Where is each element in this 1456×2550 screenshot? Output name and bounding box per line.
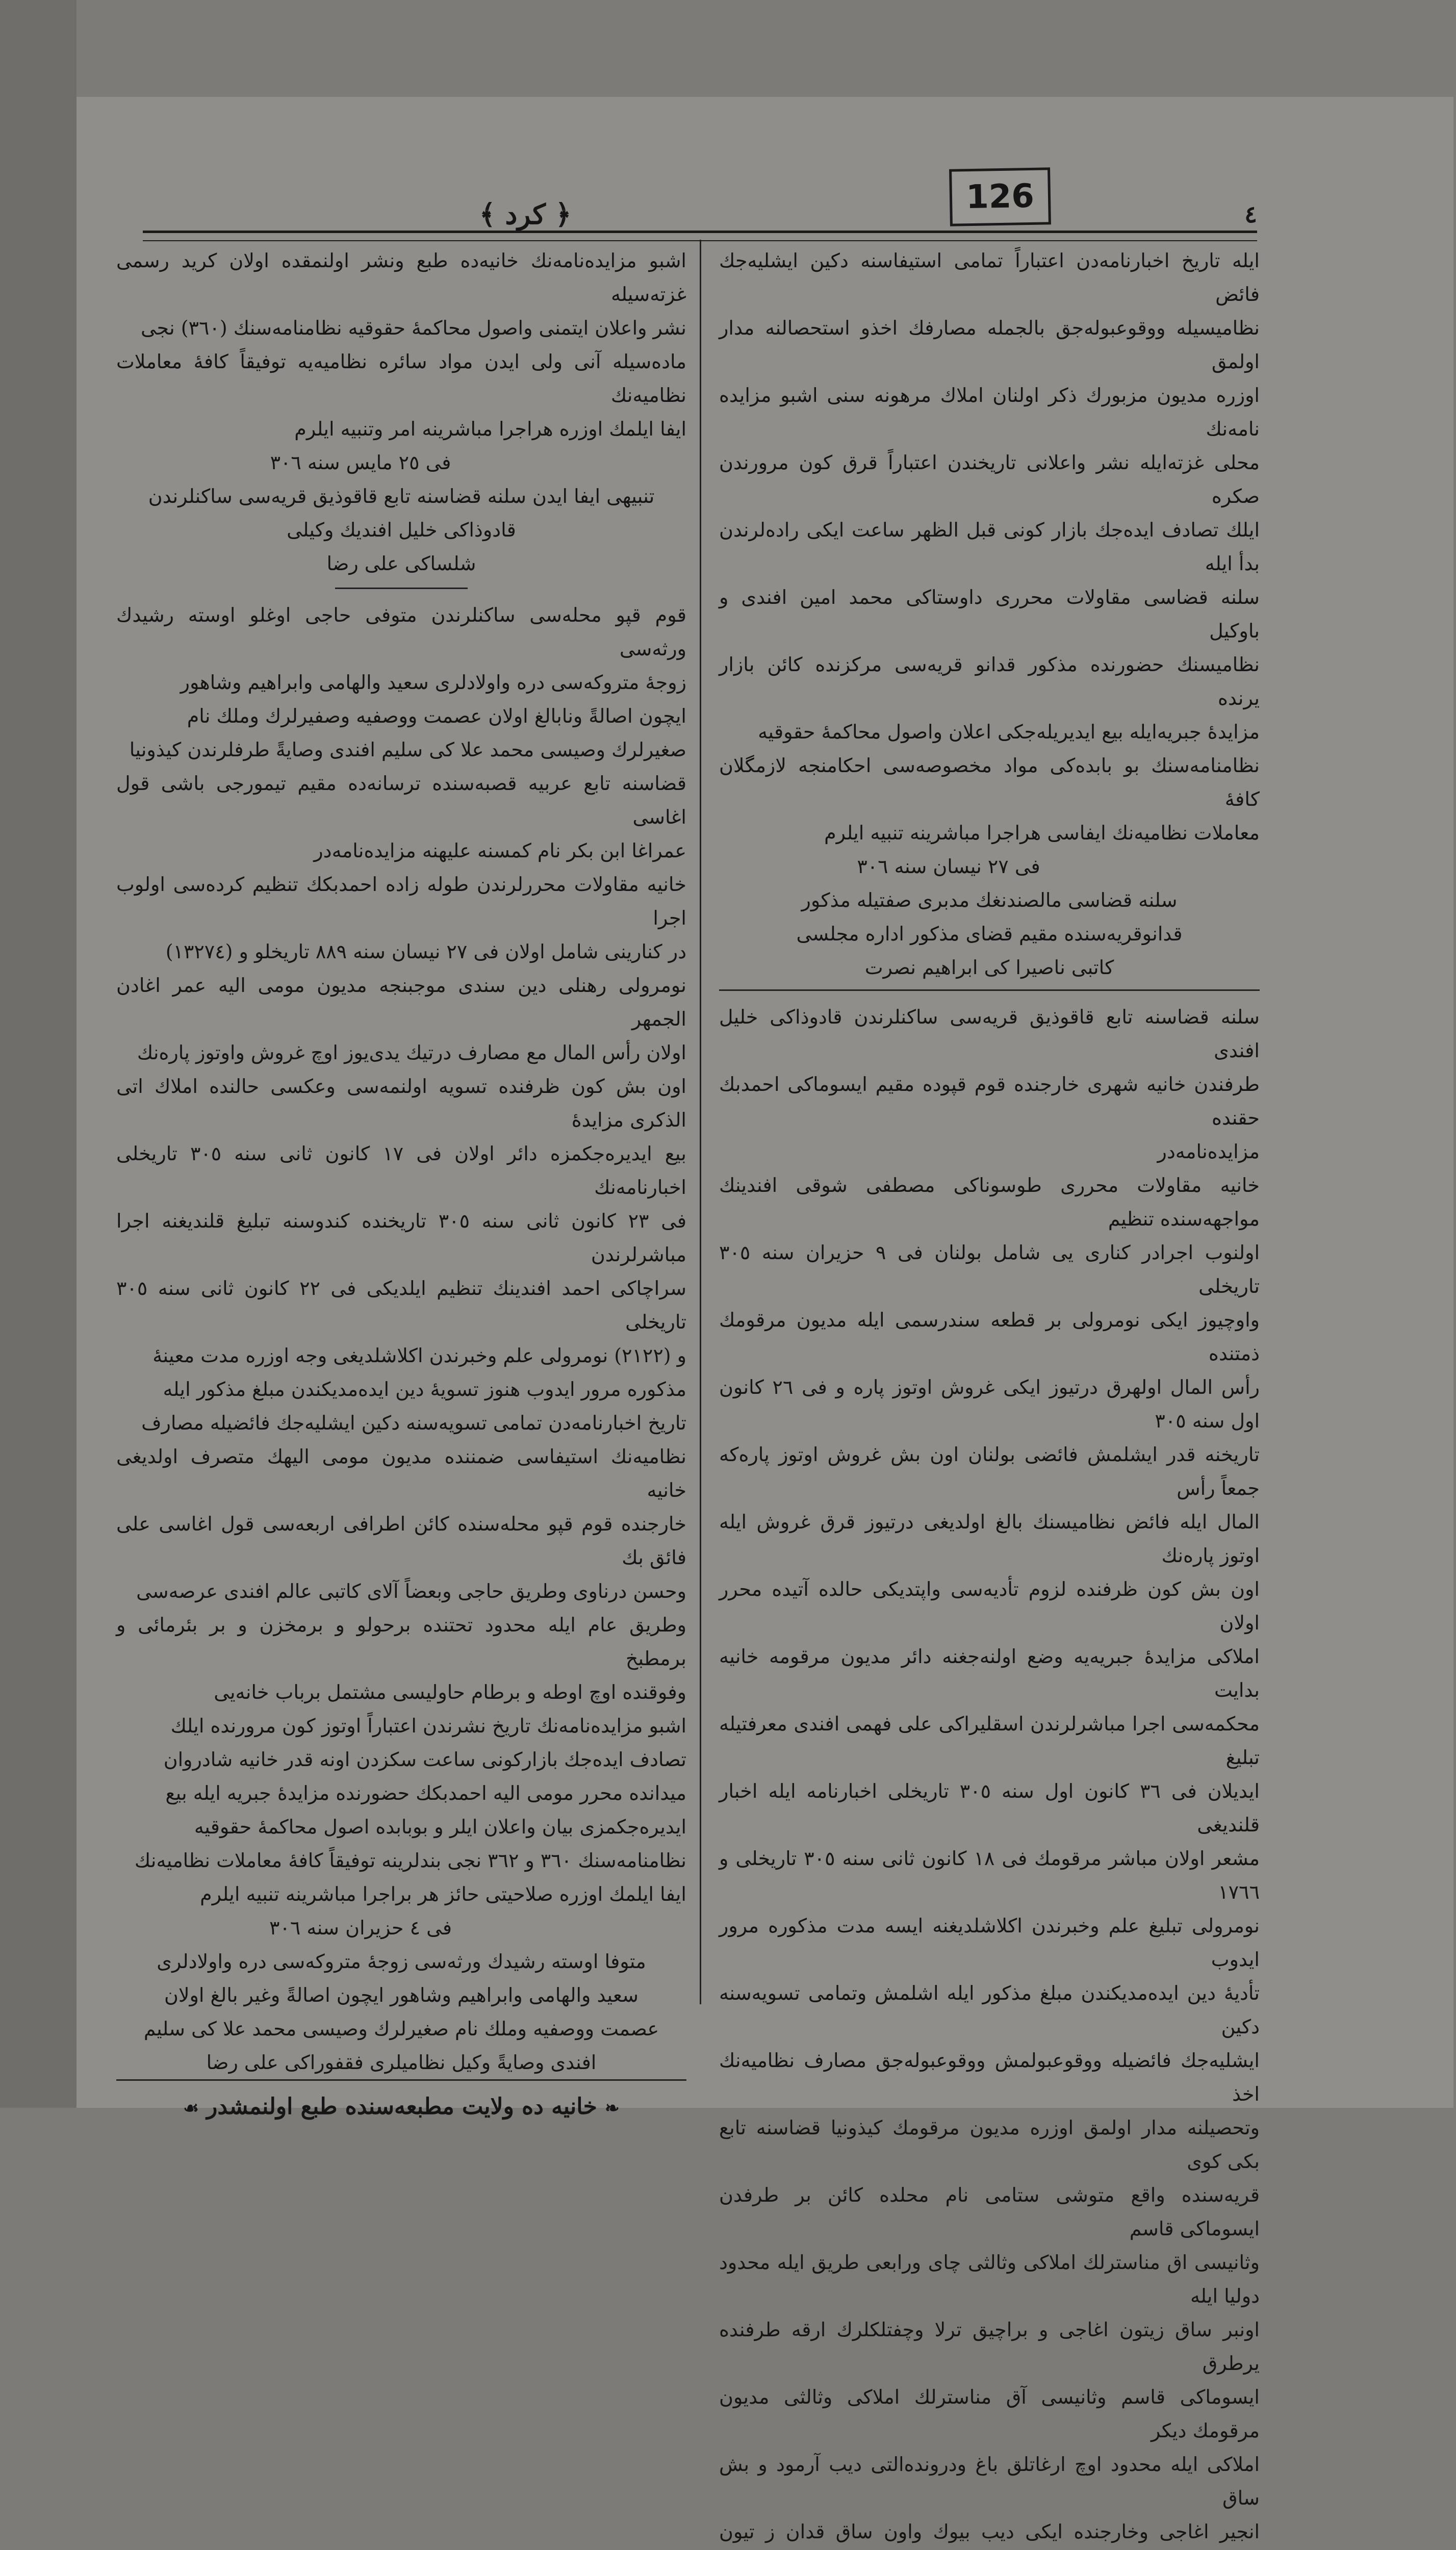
text-line: واوچيوز ايكی نومرولی بر قطعه سندرسمی ايله مديون مرقومك ذمتنده <box>719 1309 1260 1365</box>
column-divider <box>700 240 701 2004</box>
signature-line: كاتبی ناصيرا كی ابراهيم نصرت <box>864 956 1114 979</box>
archive-stamp-number: 126 <box>949 167 1051 226</box>
text-line: طرفندن خانيه شهری خارجنده قوم قپوده مقيم ايسوماكی احمدبك حقنده <box>719 1073 1260 1129</box>
text-line: قوم قپو محله‌سی ساكنلرندن متوفی حاجی اوغلو اوسته رشيدك ورثه‌سی <box>116 604 686 660</box>
text-line: نومرولی رهنلی دين سندی موجبنجه مديون مومی اليه عمر اغادن الجمهر <box>116 974 687 1030</box>
text-line: اولان رأس المال مع مصارف درتيك يدی‌يوز اوچ غروش واوتوز پاره‌نك <box>137 1041 686 1064</box>
text-line: زوجهٔ متروكه‌سی دره واولادلری سعيد والهامی وابراهيم وشاهور <box>180 671 686 694</box>
text-line: تاريخنه قدر ايشلمش فائضی بولنان اون بش غروش اوتوز پاره‌كه جمعاً رأس <box>719 1443 1260 1499</box>
text-line: ايفا ايلمك اوزره هراجرا مباشرينه امر وتنبيه ايلرم <box>294 418 686 440</box>
page-number: ٤ <box>1244 200 1257 228</box>
text-line: رأس المال اولهرق درتيوز ايكی غروش اوتوز پاره و فی ٢٦ كانون اول سنه ٣٠٥ <box>719 1376 1260 1432</box>
imprint-text: خانيه ده ولايت مطبعه‌سنده طبع اولنمشدر <box>207 2094 597 2120</box>
notice-signature <box>116 1945 686 2079</box>
text-line: مذكوره مرور ايدوب هنوز تسويهٔ دين ايده‌مديكندن مبلغ مذكور ايله <box>163 1378 686 1400</box>
text-line: ايسوماكی قاسم وثانيسی آق مناسترلك املاكی وثالثی مديون مرقومك ديكر <box>719 2386 1260 2442</box>
text-line: ايديلان فی ٣٦ كانون اول سنه ٣٠٥ تاريخلی اخبارنامه ايله اخبار قلنديغی <box>719 1780 1260 1836</box>
notice-date: فی ٢٥ مايس سنه ٣٠٦ <box>270 451 451 474</box>
notice-separator <box>335 588 468 589</box>
notice-left-2 <box>116 598 686 1911</box>
text-line: ايچون اصالةً ونابالغ اولان عصمت ووصفيه وصفيرلرك وملك نام <box>187 705 686 727</box>
text-line: المال ايله فائض نظاميسنك بالغ اولديغی درتيوز قرق غروش ايله اوتوز پاره‌نك <box>719 1511 1260 1567</box>
text-line: قضاسنه تابع عربيه قصبه‌سنده ترسانه‌ده مقيم تيمورجی باشی قول اغاسی <box>116 772 686 828</box>
text-line: تأديهٔ دين ايده‌مديكندن مبلغ مذكور ايله اشلمش وتمامی تسويه‌سنه دكين <box>719 1982 1260 2038</box>
text-line: اشبو مزايده‌نامه‌نك خانيه‌ده طبع ونشر اولنمقده اولان كريد رسمی غزته‌سيله <box>116 249 686 305</box>
signature-line: افندی وصايةً وكيل نظاميلری فقفوراكی علی رضا <box>206 2051 597 2074</box>
text-line: نظامنامه‌سنك بو بابده‌كی مواد مخصوصه‌سی احكامنجه لازمگلان كافهٔ <box>719 754 1260 810</box>
text-line: تاريخ اخبارنامه‌دن تمامی تسويه‌سنه دكين ايشليه‌جك فائضيله مصارف <box>141 1412 686 1434</box>
right-column <box>719 244 1260 2550</box>
text-line: اونبر ساق زيتون اغاجی و براچيق ترلا وچفتلكلرك ارقه طرفنده يرطرق <box>719 2318 1260 2375</box>
text-line: ايشليه‌جك فائضيله ووقوعبولمش ووقوعبوله‌جق مصارف نظاميه‌نك اخذ <box>719 2049 1260 2105</box>
text-line: نومرولی تبليغ علم وخبرندن اكلاشلديغنه ايسه مدت مذكوره مرور ايدوب <box>719 1915 1260 1971</box>
text-line: سلنه قضاسی مقاولات محرری داوستاكی محمد امين افندی و باوكيل <box>719 586 1260 642</box>
text-line: بيع ايديره‌جكمزه دائر اولان فی ١٧ كانون ثانی سنه ٣٠٥ تاريخلی اخبارنامه‌نك <box>116 1142 686 1198</box>
text-line: اوزره مديون مزبورك ذكر اولنان املاك مرهونه سنی اشبو مزايده نامه‌نك <box>719 384 1260 440</box>
text-line: اون بش كون ظرفنده لزوم تأديه‌سی واپتديكی حالده آتيده محرر اولان <box>719 1578 1260 1634</box>
text-line: نظاميه‌نك استيفاسی ضمننده مديون مومی اليهك متصرف اولديغی خانيه <box>116 1445 686 1501</box>
text-line: خارجنده قوم قپو محله‌سنده كائن اطرافی اربعه‌سی قول اغاسی علی فائق بك <box>116 1513 686 1569</box>
text-line: معاملات نظاميه‌نك ايفاسی هراجرا مباشرينه تنبيه ايلرم <box>824 822 1260 844</box>
text-line: سلنه قضاسنه تابع قاقوذيق قريه‌سی ساكنلرندن قادوذاكی خليل افندی <box>719 1006 1260 1062</box>
text-line: وتحصيلنه مدار اولمق اوزره مديون مرقومك كيذونيا قضاسنه تابع بكی كوی <box>719 2116 1260 2173</box>
text-line: وحسن درناوی وطريق حاجی وبعضاً آلای كاتبی عالم افندی عرصه‌سی <box>136 1580 686 1602</box>
text-line: اون بش كون ظرفنده تسويه اولنمه‌سی وعكسی حالنده املاك اتی الذكری مزايدهٔ <box>116 1075 686 1131</box>
text-line: وفوقنده اوچ اوطه و برطام حاوليسی مشتمل برباب خانه‌يی <box>214 1681 686 1703</box>
notice-signature <box>116 479 686 580</box>
signature-line: قدانوقريه‌سنده مقيم قضای مذكور اداره مجلسی <box>796 923 1183 945</box>
text-line: ايله تاريخ اخبارنامه‌دن اعتباراً تمامی استيفاسنه دكين ايشليه‌جك فائض <box>719 249 1260 305</box>
notice-date: فی ٢٧ نيسان سنه ٣٠٦ <box>857 855 1040 878</box>
signature-line: متوفا اوسته رشيدك ورثه‌سی زوجهٔ متروكه‌سی دره واولادلری <box>157 1950 646 1973</box>
text-line: وثانيسی اق مناسترلك املاكی وثالثی چای ورابعی طريق ايله محدود دوليا ايله <box>719 2251 1260 2307</box>
text-line: نشر واعلان ايتمنی واصول محاكمهٔ حقوقيه نظامنامه‌سنك (٣٦٠) نجی <box>140 317 686 339</box>
notice-signature <box>719 883 1260 984</box>
text-line: سراچاكی احمد افندينك تنظيم ايلديكی فی ٢٢ كانون ثانی سنه ٣٠٥ تاريخلی <box>116 1277 687 1333</box>
text-line: فی ٢٣ كانون ثانی سنه ٣٠٥ تاريخنده كندوسنه تبليغ قلنديغنه اجرا مباشرلرندن <box>116 1210 687 1266</box>
ornament-icon: ☙ <box>183 2098 199 2119</box>
text-line: اولنوب اجرادر كناری يی شامل بولنان فی ٩ حزيران سنه ٣٠٥ تاريخلی <box>719 1241 1260 1297</box>
printer-imprint <box>116 2079 686 2125</box>
text-line: نظاميسيله ووقوعبوله‌جق بالجمله مصارفك اخذو استحصالنه مدار اولمق <box>719 317 1260 373</box>
notice-left-1 <box>116 244 686 446</box>
text-line: املاكی مزايدهٔ جبريه‌يه وضع اولنه‌جغنه دائر مديون مرقومه خانيه بدايت <box>719 1645 1260 1701</box>
signature-line: تنبيهی ايفا ايدن سلنه قضاسنه تابع قاقوذيق قريه‌سی ساكنلرندن <box>148 485 655 507</box>
text-line: صغيرلرك وصيسی محمد علا كی سليم افندی وصايةً طرفلرندن كيذونيا <box>129 738 686 761</box>
text-line: مزايده‌نامه‌در <box>1157 1140 1260 1163</box>
text-line: املاكی ايله محدود اوچ ارغاتلق باغ ودرونده‌التی ديب آرمود و بش ساق <box>719 2453 1260 2509</box>
text-line: نظامنامه‌سنك ٣٦٠ و ٣٦٢ نجی بندلرينه توفيقاً كافهٔ معاملات نظاميه‌نك <box>134 1849 686 1872</box>
text-line: محكمه‌سی اجرا مباشرلرندن اسقليراكی علی فهمی افندی معرفتيله تبليغ <box>719 1713 1260 1769</box>
text-line: عمراغا ابن بكر نام كمسنه عليهنه مزايده‌نامه‌در <box>314 839 686 862</box>
notice-right-1 <box>719 244 1260 850</box>
left-column <box>116 244 686 2125</box>
text-line: در كنارينی شامل اولان فی ٢٧ نيسان سنه ٨٨٩ تاريخلو و (١٣٢٧٤) <box>165 940 686 963</box>
text-line: ميدانده محرر مومی اليه احمدبكك حضورنده مزايدهٔ جبريه ايله بيع <box>165 1782 686 1804</box>
signature-line: قادوذاكی خليل افنديك وكيلی <box>287 519 516 541</box>
text-line: مشعر اولان مباشر مرقومك فی ١٨ كانون ثانی سنه ٣٠٥ تاريخلی و ١٧٦٦ <box>719 1847 1260 1903</box>
text-line: اشبو مزايده‌نامه‌نك تاريخ نشرندن اعتباراً اوتوز كون مرورنده ايلك <box>170 1715 686 1737</box>
text-line: محلی غزته‌ايله نشر واعلانی تاريخندن اعتباراً قرق كون مرورندن صكره <box>719 451 1260 507</box>
text-line: خانيه مقاولات محرری طوسوناكی مصطفی شوقی افندينك مواجهه‌سنده تنظيم <box>719 1174 1260 1230</box>
text-line: و (٢١٢٢) نومرولی علم وخبرندن اكلاشلديغی وجه اوزره مدت معينهٔ <box>152 1344 686 1367</box>
notice-date: فی ٤ حزيران سنه ٣٠٦ <box>269 1917 452 1939</box>
notice-right-2 <box>719 1000 1260 2550</box>
notice-separator <box>719 989 1260 991</box>
text-line: مزايدهٔ جبريه‌ايله بيع ايديريله‌جكی اعلان واصول محاكمهٔ حقوقيه <box>758 721 1260 743</box>
text-line: انجير اغاجی وخارجنده ايكی ديب بيوك واون ساق قدان ز تيون <box>719 2520 1260 2543</box>
text-line: ماده‌سيله آنی ولی ايدن مواد سائره نظاميه‌يه توفيقاً كافهٔ معاملات نظاميه‌نك <box>116 350 686 406</box>
text-line: ايفا ايلمك اوزره صلاحيتی حائز هر براجرا مباشرينه تنبيه ايلرم <box>200 1883 686 1905</box>
text-line: وطريق عام ايله محدود تحتنده برحولو و برمخزن و بر بئرمائی و برمطبخ <box>116 1614 686 1670</box>
signature-line: شلساكی علی رضا <box>326 552 476 575</box>
signature-line: عصمت ووصفيه وملك نام صغيرلرك وصيسی محمد علا كی سليم <box>143 2018 659 2040</box>
text-line: خانيه مقاولات محررلرندن طوله زاده احمدبكك تنظيم كرده‌سی اولوب اجرا <box>116 873 686 929</box>
text-line: ايلك تصادف ايده‌جك بازار كونی قبل الظهر ساعت ايكی راده‌لرندن بدأ ايله <box>719 519 1260 575</box>
text-line: ايديره‌جكمزی بيان واعلان ايلر و بوبابده اصول محاكمهٔ حقوقيه <box>194 1816 686 1838</box>
text-line: نظاميسنك حضورنده مذكور قدانو قريه‌سی مركزنده كائن بازار يرنده <box>719 653 1260 709</box>
scan-background <box>0 0 76 2108</box>
ornament-icon: ❧ <box>605 2098 620 2119</box>
masthead <box>143 194 1257 235</box>
signature-line: سلنه قضاسی مالصندنغك مدبری صفتيله مذكور <box>801 889 1178 911</box>
text-line: تصادف ايده‌جك بازاركونی ساعت سكزدن اونه قدر خانيه شادروان <box>163 1748 686 1771</box>
signature-line: سعيد والهامی وابراهيم وشاهور ايچون اصالةً وغير بالغ اولان <box>164 1984 639 2006</box>
text-line: قريه‌سنده واقع متوشی ستامی نام محلده كائن بر طرفدن ايسوماكی قاسم <box>719 2184 1260 2240</box>
newspaper-title: ﴿ كرد ﴾ <box>479 198 572 231</box>
